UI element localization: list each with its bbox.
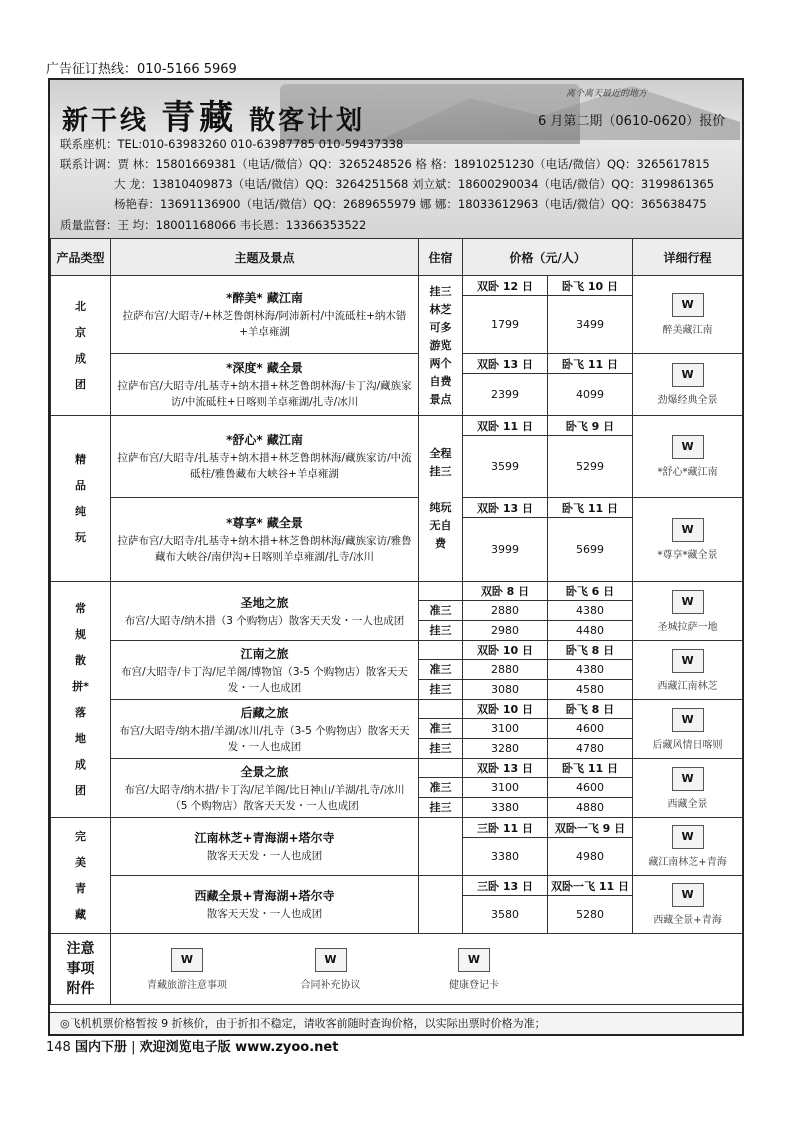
r1-duration-2: 卧飞 10 日	[548, 276, 633, 296]
r3-duration-1: 双卧 11 日	[463, 416, 548, 436]
r6-duration-1: 双卧 10 日	[463, 641, 548, 660]
header-price: 价格（元/人）	[463, 239, 633, 276]
word-doc-icon: W	[672, 435, 704, 459]
contact-planner-2: 大 龙：13810409873（电话/微信）QQ：3264251568 刘立斌：18600290034（电话/微信）QQ：3199861365	[114, 177, 715, 191]
r6-detail-doc[interactable]: W 西藏江南林芝	[633, 641, 743, 700]
r2-detail-doc[interactable]: W 劲爆经典全景	[633, 354, 743, 416]
group-changgui: 常规散拼*落地成团	[51, 582, 111, 818]
r10-detail-doc[interactable]: W 西藏全景+青海	[633, 876, 743, 934]
r5-price-a1: 2880	[463, 601, 548, 621]
word-doc-icon: W	[315, 948, 347, 972]
r9-duration-2: 双卧一飞 9 日	[548, 818, 633, 838]
r6-price-a1: 2880	[463, 660, 548, 680]
header-theme: 主题及景点	[111, 239, 419, 276]
r5-price-a2: 2980	[463, 621, 548, 641]
word-doc-icon: W	[672, 363, 704, 387]
word-doc-icon: W	[672, 767, 704, 791]
r9-duration-1: 三卧 11 日	[463, 818, 548, 838]
r4-detail-doc[interactable]: W *尊享*藏全景	[633, 498, 743, 582]
r6-duration-2: 卧飞 8 日	[548, 641, 633, 660]
r8-price-b1: 4600	[548, 778, 633, 798]
r8-stay-2: 挂三	[419, 798, 463, 818]
contact-quality: 质量监督：王 均：18001168066 韦长恩：13366353522	[60, 218, 367, 232]
word-doc-icon: W	[171, 948, 203, 972]
page-number: 148	[46, 1040, 71, 1055]
r5-duration-2: 卧飞 6 日	[548, 582, 633, 601]
r5-duration-1: 双卧 8 日	[463, 582, 548, 601]
route-r5: 圣地之旅 布宫/大昭寺/纳木措（3 个购物店）散客天天发・一人也成团	[111, 582, 419, 641]
group-wanmei: 完美青藏	[51, 818, 111, 934]
r6-price-a2: 3080	[463, 680, 548, 700]
r7-duration-2: 卧飞 8 日	[548, 700, 633, 719]
route-r10: 西藏全景+青海湖+塔尔寺 散客天天发・一人也成团	[111, 876, 419, 934]
header-detail: 详细行程	[633, 239, 743, 276]
r2-price-1: 2399	[463, 374, 548, 416]
r8-stay-1: 准三	[419, 778, 463, 798]
r10-price-1: 3580	[463, 896, 548, 934]
r9-price-1: 3380	[463, 838, 548, 876]
route-r4: *尊享* 藏全景 拉萨布宫/大昭寺/扎基寺+纳木措+林芝鲁朗林海/藏族家访/雅鲁藏布大峡谷/南伊沟+日喀则羊卓雍湖/扎寺/冰川	[111, 498, 419, 582]
r5-price-b1: 4380	[548, 601, 633, 621]
r3-price-1: 3599	[463, 436, 548, 498]
contact-planner-1: 联系计调：贾 林：15801669381（电话/微信）QQ：3265248526 格 格：18910251230（电话/微信）QQ：3265617815	[60, 157, 710, 171]
stay-group-2: 全程挂三 纯玩无自费	[419, 416, 463, 582]
r4-price-1: 3999	[463, 518, 548, 582]
page-title: 新干线 青藏 散客计划	[62, 98, 366, 138]
r8-detail-doc[interactable]: W 西藏全景	[633, 759, 743, 818]
r4-duration-1: 双卧 13 日	[463, 498, 548, 518]
word-doc-icon: W	[672, 293, 704, 317]
r8-duration-1: 双卧 13 日	[463, 759, 548, 778]
attachment-contract[interactable]: W 合同补充协议	[261, 948, 401, 991]
r8-price-a1: 3100	[463, 778, 548, 798]
r9-price-2: 4980	[548, 838, 633, 876]
route-r8: 全景之旅 布宫/大昭寺/纳木措/卡丁沟/尼羊阁/比日神山/羊湖/扎寺/冰川（5 个购物店）散客天天发・一人也成团	[111, 759, 419, 818]
r4-duration-2: 卧飞 11 日	[548, 498, 633, 518]
route-r2: *深度* 藏全景 拉萨布宫/大昭寺/扎基寺+纳木措+林芝鲁朗林海/卡丁沟/藏族家访/中流砥柱+日喀则羊卓雍湖/扎寺/冰川	[111, 354, 419, 416]
r2-duration-2: 卧飞 11 日	[548, 354, 633, 374]
r6-stay-2: 挂三	[419, 680, 463, 700]
r5-stay-2: 挂三	[419, 621, 463, 641]
r3-price-2: 5299	[548, 436, 633, 498]
header-stay: 住宿	[419, 239, 463, 276]
r10-price-2: 5280	[548, 896, 633, 934]
contact-planner-3: 杨艳春：13691136900（电话/微信）QQ：2689655979 娜 娜：18033612963（电话/微信）QQ：365638475	[114, 197, 707, 211]
slogan: 离个离天最近的地方	[566, 89, 648, 99]
contact-landline: 联系座机：TEL:010-63983260 010-63987785 010-59437338	[60, 137, 404, 151]
attachment-notice[interactable]: W 青藏旅游注意事项	[117, 948, 257, 991]
word-doc-icon: W	[672, 825, 704, 849]
r5-detail-doc[interactable]: W 圣城拉萨一地	[633, 582, 743, 641]
page-footer: 148 国内下册 | 欢迎浏览电子版 www.zyoo.net	[46, 1040, 339, 1055]
word-doc-icon: W	[458, 948, 490, 972]
r7-duration-1: 双卧 10 日	[463, 700, 548, 719]
r1-detail-doc[interactable]: W 醉美藏江南	[633, 276, 743, 354]
r10-duration-2: 双卧一飞 11 日	[548, 876, 633, 896]
r9-detail-doc[interactable]: W 藏江南林芝+青海	[633, 818, 743, 876]
word-doc-icon: W	[672, 518, 704, 542]
r5-stay-1: 准三	[419, 601, 463, 621]
group-beijing: 北京成团	[51, 276, 111, 416]
site-link[interactable]: 欢迎浏览电子版 www.zyoo.net	[139, 1040, 339, 1055]
section-name: 国内下册	[74, 1040, 127, 1055]
r8-duration-2: 卧飞 11 日	[548, 759, 633, 778]
r6-price-b1: 4380	[548, 660, 633, 680]
r7-detail-doc[interactable]: W 后藏风情日喀则	[633, 700, 743, 759]
r8-price-a2: 3380	[463, 798, 548, 818]
r6-stay-1: 准三	[419, 660, 463, 680]
r7-price-b1: 4600	[548, 719, 633, 739]
header-type: 产品类型	[51, 239, 111, 276]
route-r1: *醉美* 藏江南 拉萨布宫/大昭寺/+林芝鲁朗林海/阿沛新村/中流砥柱+纳木错+羊卓雍湖	[111, 276, 419, 354]
word-doc-icon: W	[672, 649, 704, 673]
r1-duration-1: 双卧 12 日	[463, 276, 548, 296]
r8-price-b2: 4880	[548, 798, 633, 818]
r10-duration-1: 三卧 13 日	[463, 876, 548, 896]
r2-duration-1: 双卧 13 日	[463, 354, 548, 374]
r1-price-2: 3499	[548, 296, 633, 354]
word-doc-icon: W	[672, 708, 704, 732]
route-r9: 江南林芝+青海湖+塔尔寺 散客天天发・一人也成团	[111, 818, 419, 876]
r7-price-a1: 3100	[463, 719, 548, 739]
price-table	[50, 238, 743, 1005]
r1-price-1: 1799	[463, 296, 548, 354]
group-jingpin: 精品纯玩	[51, 416, 111, 582]
route-r3: *舒心* 藏江南 拉萨布宫/大昭寺/扎基寺+纳木措+林芝鲁朗林海/藏族家访/中流砥柱/雅鲁藏布大峡谷+羊卓雍湖	[111, 416, 419, 498]
notes-label: 注意事项附件	[51, 934, 111, 1005]
r7-stay-2: 挂三	[419, 739, 463, 759]
route-r6: 江南之旅 布宫/大昭寺/卡丁沟/尼羊阁/博物馆（3-5 个购物店）散客天天发・一人也成团	[111, 641, 419, 700]
ad-hotline: 广告征订热线：010-5166 5969	[46, 62, 237, 77]
attachment-health-form[interactable]: W 健康登记卡	[404, 948, 544, 991]
word-doc-icon: W	[672, 590, 704, 614]
r6-price-b2: 4580	[548, 680, 633, 700]
r3-duration-2: 卧飞 9 日	[548, 416, 633, 436]
notes-attachments	[111, 934, 743, 1005]
issue-label: 6 月第二期（0610-0620）报价	[538, 114, 726, 129]
route-r7: 后藏之旅 布宫/大昭寺/纳木措/羊湖/冰川/扎寺（3-5 个购物店）散客天天发・一人也成团	[111, 700, 419, 759]
r7-stay-1: 准三	[419, 719, 463, 739]
r4-price-2: 5699	[548, 518, 633, 582]
word-doc-icon: W	[672, 883, 704, 907]
plan-page	[48, 78, 744, 1036]
r5-price-b2: 4480	[548, 621, 633, 641]
r7-price-a2: 3280	[463, 739, 548, 759]
r3-detail-doc[interactable]: W *舒心*藏江南	[633, 416, 743, 498]
header-banner	[50, 80, 742, 239]
ticket-note: ◎飞机机票价格暂按 9 折核价，由于折扣不稳定，请收客前随时查询价格，以实际出票时价格为准；	[50, 1012, 742, 1034]
stay-group-1: 挂三林芝可多游览两个自费景点	[419, 276, 463, 416]
r2-price-2: 4099	[548, 374, 633, 416]
r7-price-b2: 4780	[548, 739, 633, 759]
